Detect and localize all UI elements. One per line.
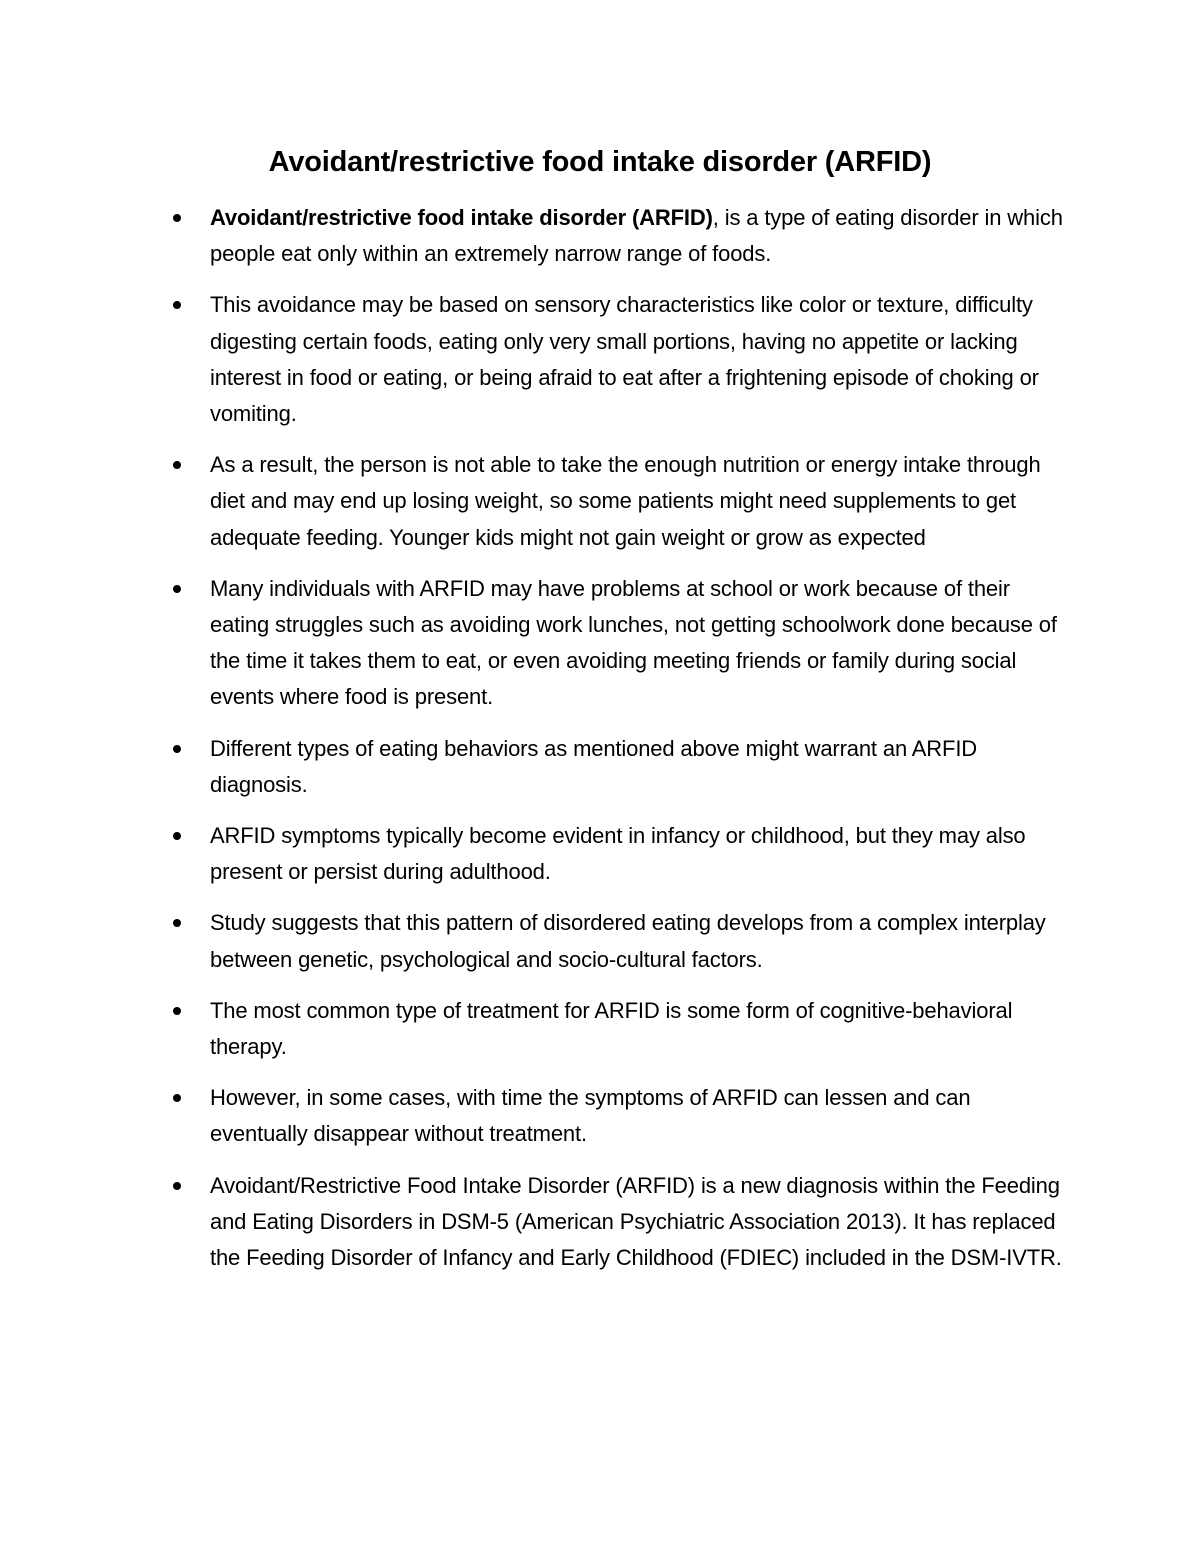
list-item [172,287,1072,432]
bullet-icon [173,745,181,753]
bullet-text: , is a type of eating disorder in which people eat only within an extremely narrow range of foods. [210,205,1063,267]
bullet-text: Different types of eating behaviors as mentioned above might warrant an ARFID diagnosis. [210,735,978,797]
bold-lead-text: Avoidant/restrictive food intake disorder (ARFID) [210,205,713,230]
bullet-text: Many individuals with ARFID may have problems at school or work because of their eating struggles such as avoiding work lunches, not getting schoolwork done because of the time it takes them to eat, or even avoiding meeting friends or family during social events where food is present. [210,575,1057,710]
bullet-text: Avoidant/Restrictive Food Intake Disorder (ARFID) is a new diagnosis within the Feeding and Eating Disorders in DSM-5 (American Psychiatric Association 2013). It has replaced the Feeding Disorder of Infancy and Early Childhood (FDIEC) included in the DSM-IVTR. [210,1172,1062,1271]
list-item [172,200,1072,272]
bullet-icon [173,214,181,222]
page-title: Avoidant/restrictive food intake disorder (ARFID) [268,146,932,178]
bullet-icon [173,919,181,927]
bullet-text: This avoidance may be based on sensory characteristics like color or texture, difficulty digesting certain foods, eating only very small portions, having no appetite or lacking interest in food or eating, or being afraid to eat after a frightening episode of choking or vomiting. [210,292,1039,427]
list-item [172,905,1072,977]
bullet-text: ARFID symptoms typically become evident in infancy or childhood, but they may also present or persist during adulthood. [210,823,1026,885]
list-item [172,731,1072,803]
bullet-icon [173,585,181,593]
bullet-text: However, in some cases, with time the symptoms of ARFID can lessen and can eventually disappear without treatment. [210,1085,971,1147]
list-item [172,571,1072,716]
bullet-icon [173,301,181,309]
list-item [172,1168,1072,1277]
list-item [172,1080,1072,1152]
bullet-text: Study suggests that this pattern of disordered eating develops from a complex interplay between genetic, psychological and socio-cultural factors. [210,910,1046,972]
bullet-icon [173,832,181,840]
bullet-text: The most common type of treatment for ARFID is some form of cognitive-behavioral therapy. [210,997,1013,1060]
bullet-list [172,200,1072,1276]
bullet-text: As a result, the person is not able to take the enough nutrition or energy intake through diet and may end up losing weight, so some patients might need supplements to get adequate feeding. Younger kids might not gain weight or grow as expected [210,452,1041,550]
list-item [172,993,1072,1065]
bullet-icon [173,1182,181,1190]
list-item [172,818,1072,890]
list-item [172,447,1072,556]
bullet-icon [173,1094,181,1102]
bullet-icon [173,1007,181,1015]
bullet-icon [173,461,181,469]
